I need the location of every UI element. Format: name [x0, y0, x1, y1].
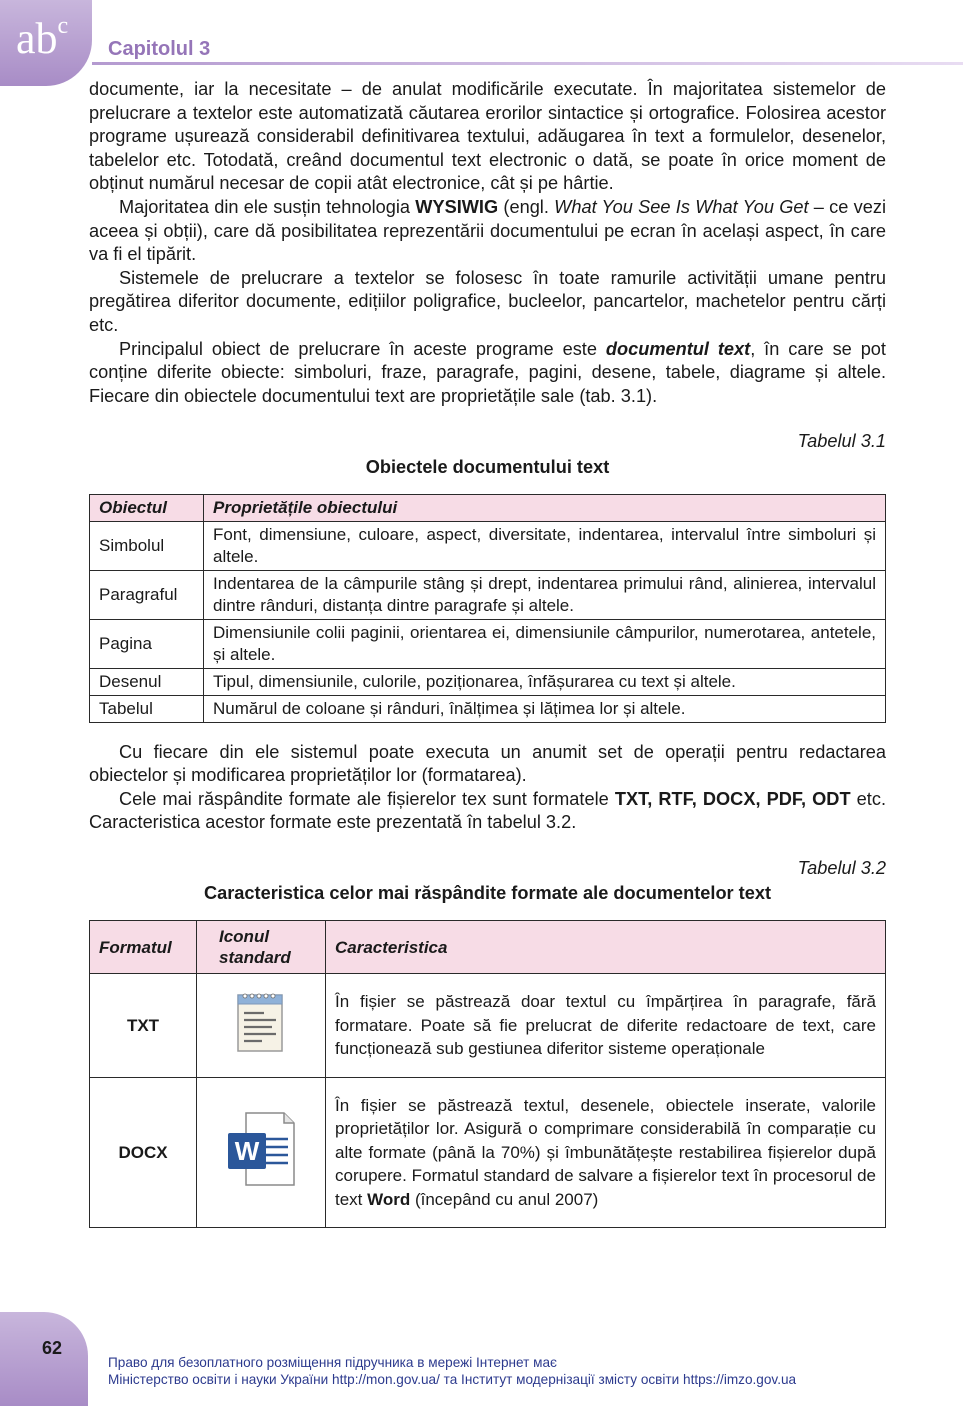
word-document-icon: [224, 1109, 298, 1189]
format-description-cell: [326, 974, 886, 1078]
paragraph-2: [89, 196, 886, 267]
formats-list: TXT, RTF, DOCX, PDF, ODT: [614, 788, 851, 809]
object-name-cell: Pagina: [90, 619, 204, 668]
footer-line-2: Міністерство освіти і науки України http://mon.gov.ua/ та Інститут модернізації змісту освіти https://imzo.gov.ua: [108, 1372, 797, 1387]
abc-logo-sup: c: [57, 13, 69, 39]
objects-table: [89, 494, 886, 723]
notepad-file-icon: [234, 991, 288, 1053]
chapter-logo-tab: [0, 0, 92, 86]
paragraph-2-text-a: Majoritatea din ele susțin tehnologia: [119, 196, 416, 217]
header-divider: [92, 62, 963, 65]
table-header-cell: Iconul standard: [197, 921, 326, 974]
table-row: [90, 668, 886, 695]
abc-logo-text: ab: [16, 14, 58, 63]
table-header-cell: Caracteristica: [326, 921, 886, 974]
table-header-cell: Proprietățile obiectului: [204, 494, 886, 521]
table-header-cell: Formatul: [90, 921, 197, 974]
table2-label: Tabelul 3.2: [797, 857, 886, 878]
object-properties-cell: Indentarea de la câmpurile stâng și drept, indentarea primului rând, alinierea, intervalul dintre rânduri, distanța dintre paragrafe și altele.: [204, 570, 886, 619]
table1-label: Tabelul 3.1: [797, 431, 886, 452]
format-name-cell: TXT: [90, 974, 197, 1078]
object-name-cell: Paragraful: [90, 570, 204, 619]
page-number: 62: [42, 1338, 63, 1358]
docx-description-a: În fișier se păstrează textul, desenele, obiectele inserate, valorile proprietăților lor. Asigură o comprimare considerabilă în comparație cu alte formate (până la 70%) și îmbunătățește restabilirea fișierelor după corupere. Formatul standard de salvare a fișierelor text în procesorul de text: [335, 1096, 876, 1209]
paragraph-2-text-b: (engl.: [498, 196, 555, 217]
paragraph-6-text-b: etc. Caracteristica acestor formate este prezentată în tabelul 3.2.: [89, 788, 887, 833]
document-text-term: documentul text: [605, 338, 751, 359]
table-row: [90, 619, 886, 668]
word-term: Word: [367, 1189, 411, 1209]
chapter-title: Capitolul 3: [108, 38, 211, 60]
format-icon-cell: [197, 1078, 326, 1228]
paragraph-2-text-c: – ce vezi aceea și obții), care dă posibilitatea reprezentării documentului pe ecran în același aspect, în care va fi el tipărit.: [89, 196, 886, 265]
table-row: [90, 695, 886, 722]
paragraph-1: documente, iar la necesitate – de anulat modificările executate. În majoritatea sistemelor de prelucrare a textelor este automatizată căutarea erorilor sintactice și ortografice. Folosirea acestor programe ușurează considerabil definitivarea textului, adăugarea în text a formulelor, desenelor, tabelelor etc. Totodată, creând documentul text electronic o dată, se poate în orice moment de obținut numărul necesar de copii atât electronice, cât și pe hârtie.: [89, 79, 886, 194]
paragraph-4-text-a: Principalul obiect de prelucrare în aceste programe este: [119, 338, 606, 359]
object-name-cell: Simbolul: [90, 521, 204, 570]
paragraph-3: Sistemele de prelucrare a textelor se folosesc în toate ramurile activității umane pentru pregătirea diferitor documente, edițiilor poligrafice, bucleelor, pancartelor, machetelor pentru cărți etc.: [89, 267, 886, 335]
object-properties-cell: Tipul, dimensiunile, culorile, poziționarea, înfășurarea cu text și altele.: [204, 668, 886, 695]
txt-description: În fișier se păstrează doar textul cu împărțirea în paragrafe, fără formatare. Poate să fie prelucrat de diferite redactoare de text, care funcționează sub gestiunea diferitor sisteme operaționale: [335, 992, 876, 1059]
table-row: [90, 974, 886, 1078]
wysiwig-term: WYSIWIG: [415, 196, 499, 217]
footer-notice: [108, 1354, 796, 1388]
object-name-cell: Tabelul: [90, 695, 204, 722]
paragraph-4-text-b: , în care se pot conține diferite obiecte: simboluri, fraze, paragrafe, pagini, desene, tabele, diagrame și altele. Fiecare din obiectele documentului text are proprietățile sale (tab. 3.1).: [89, 338, 886, 406]
format-description-cell: [326, 1078, 886, 1228]
paragraph-6-text-a: Cele mai răspândite formate ale fișierelor tex sunt formatele: [119, 788, 615, 809]
format-icon-cell: [197, 974, 326, 1078]
object-properties-cell: Numărul de coloane și rânduri, înălțimea și lățimea lor și altele.: [204, 695, 886, 722]
page-number-tab: [0, 1312, 88, 1406]
table-header-row: [90, 921, 886, 974]
page-content: [89, 78, 886, 1228]
paragraph-5: Cu fiecare din ele sistemul poate executa un anumit set de operații pentru redactarea obiectelor și modificarea proprietăților lor (formatarea).: [89, 741, 886, 786]
abc-logo: [16, 14, 68, 61]
wysiwig-expansion: What You See Is What You Get: [554, 196, 809, 217]
formats-table: [89, 920, 886, 1228]
table-header-row: [90, 494, 886, 521]
table1-title: Obiectele documentului text: [365, 456, 610, 477]
table-header-cell: Obiectul: [90, 494, 204, 521]
table-row: [90, 521, 886, 570]
object-name-cell: Desenul: [90, 668, 204, 695]
object-properties-cell: Font, dimensiune, culoare, aspect, diversitate, indentarea, intervalul între simboluri și altele.: [204, 521, 886, 570]
object-properties-cell: Dimensiunile colii paginii, orientarea ei, dimensiunile câmpurilor, numerotarea, antetele, și altele.: [204, 619, 886, 668]
table2-title: Caracteristica celor mai răspândite formate ale documentelor text: [203, 883, 772, 904]
paragraph-4: [89, 338, 886, 409]
footer-line-1: Право для безоплатного розміщення підручника в мережі Інтернет має: [108, 1355, 557, 1370]
format-name-cell: DOCX: [90, 1078, 197, 1228]
word-icon-letter: W: [234, 1136, 260, 1167]
paragraph-6: [89, 788, 886, 835]
table-row: [90, 570, 886, 619]
table-row: [90, 1078, 886, 1228]
docx-description-b: (începând cu anul 2007): [410, 1189, 599, 1209]
